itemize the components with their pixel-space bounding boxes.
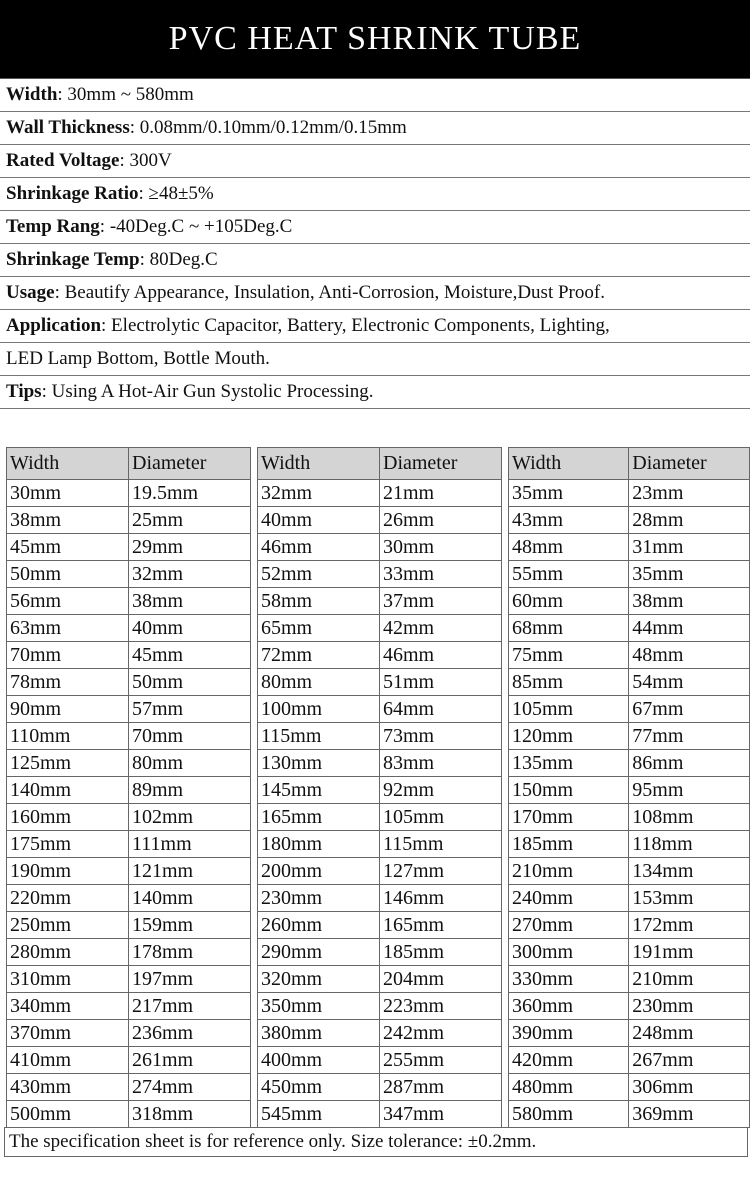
table-cell: 42mm [380,615,502,642]
table-row [509,507,750,534]
table-cell: 46mm [258,534,380,561]
column-header: Width [7,448,129,480]
spec-value: : Electrolytic Capacitor, Battery, Electronic Components, Lighting, [101,315,610,336]
table-cell: 400mm [258,1047,380,1074]
table-cell: 45mm [7,534,129,561]
table-row [258,750,502,777]
table-cell: 350mm [258,993,380,1020]
table-cell: 310mm [7,966,129,993]
table-row [258,723,502,750]
table-row [258,507,502,534]
table-row [509,1020,750,1047]
table-cell: 130mm [258,750,380,777]
table-row [258,912,502,939]
table-cell: 50mm [7,561,129,588]
table-cell: 45mm [129,642,251,669]
table-row [258,966,502,993]
spec-label: Rated Voltage [6,150,120,171]
table-cell: 38mm [129,588,251,615]
spec-row [0,343,750,376]
table-cell: 230mm [629,993,750,1020]
spec-value: LED Lamp Bottom, Bottle Mouth. [6,348,270,369]
table-cell: 370mm [7,1020,129,1047]
spec-row [0,310,750,343]
table-row [258,588,502,615]
table-row [258,831,502,858]
table-cell: 26mm [380,507,502,534]
table-cell: 200mm [258,858,380,885]
table-cell: 140mm [7,777,129,804]
table-row [7,912,251,939]
table-cell: 48mm [629,642,750,669]
table-row [7,777,251,804]
table-row [7,561,251,588]
table-cell: 30mm [380,534,502,561]
table-cell: 70mm [129,723,251,750]
table-row [509,777,750,804]
spec-label: Usage [6,282,55,303]
table-row [509,885,750,912]
table-cell: 260mm [258,912,380,939]
table-cell: 210mm [509,858,629,885]
table-cell: 500mm [7,1101,129,1128]
table-row [509,1047,750,1074]
table-row [7,858,251,885]
table-row [7,750,251,777]
table-cell: 300mm [509,939,629,966]
column-header: Diameter [380,448,502,480]
table-cell: 60mm [509,588,629,615]
table-row [258,480,502,507]
table-row [7,966,251,993]
table-row [7,615,251,642]
table-cell: 95mm [629,777,750,804]
table-cell: 19.5mm [129,480,251,507]
table-cell: 54mm [629,669,750,696]
table-cell: 108mm [629,804,750,831]
table-cell: 127mm [380,858,502,885]
table-header-row [509,448,750,480]
spec-value: : -40Deg.C ~ +105Deg.C [99,216,293,237]
table-row [509,723,750,750]
table-row [258,939,502,966]
table-cell: 83mm [380,750,502,777]
table-cell: 67mm [629,696,750,723]
table-cell: 21mm [380,480,502,507]
spec-value: : 30mm ~ 580mm [57,84,194,105]
table-cell: 77mm [629,723,750,750]
table-row [509,858,750,885]
table-row [258,1074,502,1101]
table-cell: 146mm [380,885,502,912]
column-header: Width [258,448,380,480]
table-cell: 118mm [629,831,750,858]
table-cell: 175mm [7,831,129,858]
table-cell: 290mm [258,939,380,966]
table-row [7,588,251,615]
table-cell: 248mm [629,1020,750,1047]
table-row [7,939,251,966]
size-tables [0,447,750,1167]
table-row [509,642,750,669]
table-row [509,750,750,777]
table-cell: 58mm [258,588,380,615]
table-row [7,696,251,723]
spec-label: Width [6,84,58,105]
table-row [7,723,251,750]
table-cell: 65mm [258,615,380,642]
footer-note: The specification sheet is for reference only. Size tolerance: ±0.2mm. [4,1127,748,1157]
table-cell: 25mm [129,507,251,534]
table-row [509,966,750,993]
table-cell: 110mm [7,723,129,750]
table-row [7,669,251,696]
table-cell: 37mm [380,588,502,615]
table-cell: 480mm [509,1074,629,1101]
table-row [509,480,750,507]
spec-value: : ≥48±5% [138,183,214,204]
size-table [257,447,502,1128]
spec-row [0,145,750,178]
table-row [509,534,750,561]
table-row [7,1101,251,1128]
table-cell: 145mm [258,777,380,804]
column-header: Diameter [129,448,251,480]
table-cell: 64mm [380,696,502,723]
table-cell: 92mm [380,777,502,804]
table-cell: 190mm [7,858,129,885]
table-cell: 580mm [509,1101,629,1128]
table-row [7,642,251,669]
table-cell: 111mm [129,831,251,858]
table-cell: 330mm [509,966,629,993]
spec-value: : Beautify Appearance, Insulation, Anti-Corrosion, Moisture,Dust Proof. [54,282,605,303]
table-cell: 100mm [258,696,380,723]
spec-row [0,277,750,310]
table-row [258,885,502,912]
table-header-row [258,448,502,480]
table-row [258,858,502,885]
table-row [7,1074,251,1101]
table-row [258,1020,502,1047]
spec-label: Tips [6,381,42,402]
table-cell: 40mm [129,615,251,642]
table-cell: 160mm [7,804,129,831]
table-row [258,561,502,588]
table-cell: 450mm [258,1074,380,1101]
table-row [509,696,750,723]
table-cell: 56mm [7,588,129,615]
table-row [509,1074,750,1101]
table-cell: 250mm [7,912,129,939]
table-cell: 430mm [7,1074,129,1101]
table-cell: 78mm [7,669,129,696]
table-cell: 35mm [629,561,750,588]
spec-value: : 0.08mm/0.10mm/0.12mm/0.15mm [129,117,407,138]
table-cell: 115mm [258,723,380,750]
table-cell: 75mm [509,642,629,669]
table-cell: 105mm [380,804,502,831]
table-cell: 390mm [509,1020,629,1047]
size-table [6,447,251,1128]
spec-row [0,376,750,409]
table-cell: 68mm [509,615,629,642]
table-cell: 320mm [258,966,380,993]
table-row [258,804,502,831]
table-cell: 420mm [509,1047,629,1074]
spec-row [0,112,750,145]
spec-value: : 80Deg.C [139,249,218,270]
table-row [258,1047,502,1074]
table-cell: 43mm [509,507,629,534]
table-row [258,1101,502,1128]
table-row [7,831,251,858]
table-cell: 380mm [258,1020,380,1047]
table-cell: 38mm [7,507,129,534]
table-cell: 102mm [129,804,251,831]
table-row [258,615,502,642]
table-cell: 360mm [509,993,629,1020]
table-cell: 223mm [380,993,502,1020]
table-cell: 165mm [380,912,502,939]
table-cell: 217mm [129,993,251,1020]
table-cell: 135mm [509,750,629,777]
table-cell: 255mm [380,1047,502,1074]
table-cell: 121mm [129,858,251,885]
spec-row [0,244,750,277]
table-cell: 105mm [509,696,629,723]
column-header: Width [509,448,629,480]
table-cell: 153mm [629,885,750,912]
table-cell: 55mm [509,561,629,588]
table-row [509,993,750,1020]
table-row [509,912,750,939]
table-cell: 165mm [258,804,380,831]
spec-label: Shrinkage Ratio [6,183,139,204]
table-cell: 185mm [380,939,502,966]
table-cell: 32mm [258,480,380,507]
table-cell: 170mm [509,804,629,831]
table-cell: 28mm [629,507,750,534]
column-header: Diameter [629,448,750,480]
table-row [509,615,750,642]
table-row [258,696,502,723]
table-row [7,885,251,912]
spec-label: Application [6,315,102,336]
table-row [7,1020,251,1047]
table-row [509,588,750,615]
table-cell: 73mm [380,723,502,750]
table-cell: 51mm [380,669,502,696]
table-cell: 35mm [509,480,629,507]
table-cell: 287mm [380,1074,502,1101]
table-cell: 115mm [380,831,502,858]
table-cell: 120mm [509,723,629,750]
table-header-row [7,448,251,480]
table-row [509,804,750,831]
table-cell: 236mm [129,1020,251,1047]
table-cell: 134mm [629,858,750,885]
table-row [509,561,750,588]
table-row [7,1047,251,1074]
table-cell: 242mm [380,1020,502,1047]
table-cell: 318mm [129,1101,251,1128]
spec-label: Temp Rang [6,216,100,237]
table-cell: 545mm [258,1101,380,1128]
table-cell: 267mm [629,1047,750,1074]
table-cell: 52mm [258,561,380,588]
table-cell: 63mm [7,615,129,642]
table-cell: 29mm [129,534,251,561]
table-cell: 46mm [380,642,502,669]
table-cell: 306mm [629,1074,750,1101]
table-cell: 280mm [7,939,129,966]
table-cell: 340mm [7,993,129,1020]
table-cell: 180mm [258,831,380,858]
table-cell: 44mm [629,615,750,642]
table-cell: 274mm [129,1074,251,1101]
table-cell: 80mm [129,750,251,777]
table-cell: 204mm [380,966,502,993]
table-cell: 72mm [258,642,380,669]
table-cell: 23mm [629,480,750,507]
table-cell: 240mm [509,885,629,912]
table-row [258,993,502,1020]
table-cell: 369mm [629,1101,750,1128]
table-cell: 90mm [7,696,129,723]
table-row [258,669,502,696]
table-row [258,777,502,804]
table-cell: 410mm [7,1047,129,1074]
table-cell: 30mm [7,480,129,507]
table-row [7,534,251,561]
table-cell: 220mm [7,885,129,912]
table-row [7,804,251,831]
table-cell: 86mm [629,750,750,777]
table-cell: 57mm [129,696,251,723]
table-cell: 347mm [380,1101,502,1128]
table-cell: 38mm [629,588,750,615]
table-cell: 159mm [129,912,251,939]
spec-label: Wall Thickness [6,117,130,138]
table-cell: 32mm [129,561,251,588]
table-cell: 31mm [629,534,750,561]
table-cell: 230mm [258,885,380,912]
table-cell: 48mm [509,534,629,561]
page-title: PVC HEAT SHRINK TUBE [0,0,750,78]
table-cell: 125mm [7,750,129,777]
table-cell: 261mm [129,1047,251,1074]
section-spacer [0,409,750,447]
size-table [508,447,750,1128]
table-row [509,1101,750,1128]
table-row [258,534,502,561]
spec-label: Shrinkage Temp [6,249,140,270]
table-cell: 85mm [509,669,629,696]
table-cell: 172mm [629,912,750,939]
table-cell: 185mm [509,831,629,858]
table-cell: 33mm [380,561,502,588]
table-cell: 89mm [129,777,251,804]
table-cell: 150mm [509,777,629,804]
table-cell: 140mm [129,885,251,912]
table-row [509,939,750,966]
table-row [258,642,502,669]
table-cell: 191mm [629,939,750,966]
table-cell: 70mm [7,642,129,669]
table-cell: 197mm [129,966,251,993]
spec-row [0,211,750,244]
table-cell: 210mm [629,966,750,993]
table-row [509,831,750,858]
table-row [7,480,251,507]
table-row [7,993,251,1020]
spec-list [0,78,750,409]
table-cell: 270mm [509,912,629,939]
table-cell: 50mm [129,669,251,696]
spec-value: : Using A Hot-Air Gun Systolic Processing. [41,381,374,402]
table-row [509,669,750,696]
table-row [7,507,251,534]
table-cell: 80mm [258,669,380,696]
spec-value: : 300V [119,150,172,171]
spec-row [0,79,750,112]
table-cell: 40mm [258,507,380,534]
table-cell: 178mm [129,939,251,966]
spec-row [0,178,750,211]
